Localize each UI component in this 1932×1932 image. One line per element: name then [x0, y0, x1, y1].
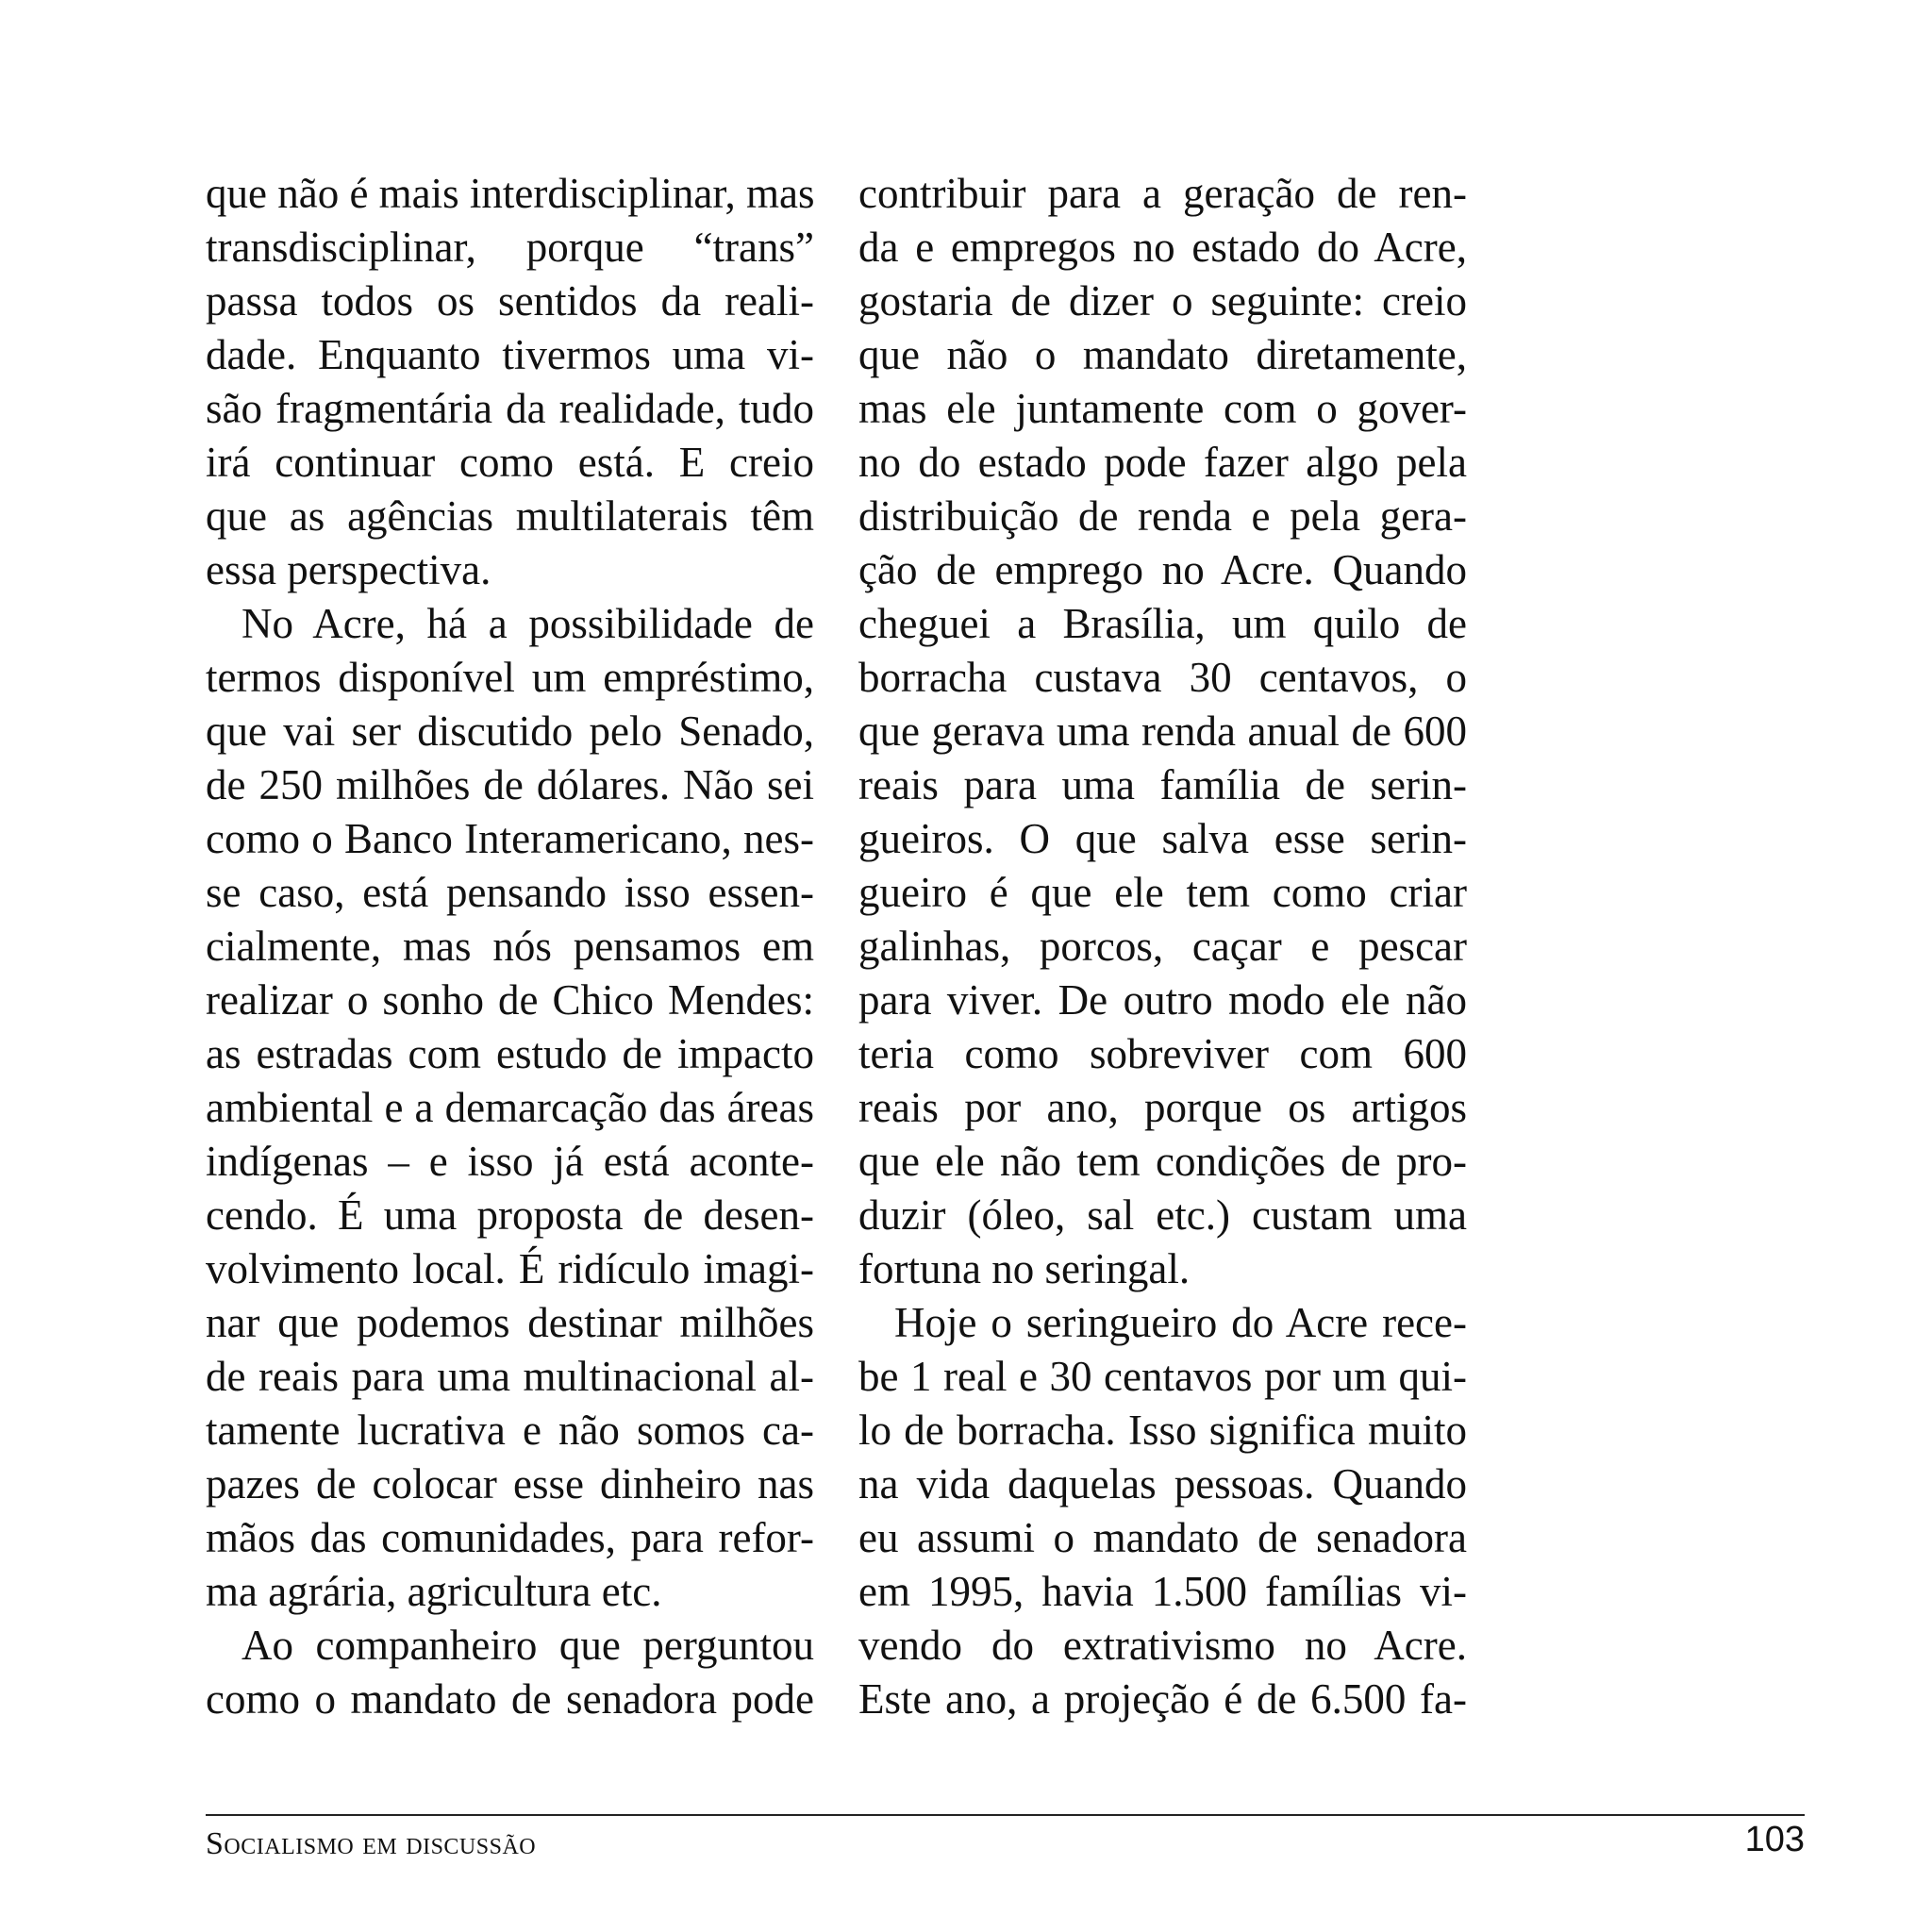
text-line: são fragmentária da realidade, tudo	[206, 385, 814, 432]
footer-rule	[206, 1814, 1805, 1816]
running-footer-title: Socialismo em discussão	[206, 1826, 537, 1861]
text-line: Ao companheiro que perguntou	[242, 1622, 814, 1669]
text-line: nar que podemos destinar milhões	[206, 1299, 814, 1346]
text-line: dade. Enquanto tivermos uma vi-	[206, 331, 814, 378]
text-line: tamente lucrativa e não somos ca-	[206, 1407, 814, 1454]
text-line: ambiental e a demarcação das áreas	[206, 1084, 814, 1131]
text-line: que ele não tem condições de pro-	[858, 1138, 1467, 1185]
text-line: passa todos os sentidos da reali-	[206, 277, 814, 325]
page-number: 103	[1744, 1820, 1805, 1859]
text-line: como o mandato de senadora pode	[206, 1675, 814, 1723]
text-line: da e empregos no estado do Acre,	[858, 224, 1467, 271]
text-line: gostaria de dizer o seguinte: creio	[858, 277, 1467, 325]
text-line: que as agências multilaterais têm	[206, 492, 814, 540]
text-line: transdisciplinar, porque “trans”	[206, 224, 814, 271]
text-line: cendo. É uma proposta de desen-	[206, 1191, 814, 1239]
text-line: pazes de colocar esse dinheiro nas	[206, 1460, 814, 1507]
text-line: que não é mais interdisciplinar, mas	[206, 170, 815, 217]
text-line: gueiro é que ele tem como criar	[858, 869, 1467, 916]
text-line: distribuição de renda e pela gera-	[858, 492, 1467, 540]
text-line: galinhas, porcos, caçar e pescar	[858, 923, 1467, 970]
text-line: na vida daquelas pessoas. Quando	[858, 1460, 1467, 1507]
text-line: reais para uma família de serin-	[858, 761, 1467, 808]
text-line: Hoje o seringueiro do Acre rece-	[894, 1299, 1467, 1346]
text-line: como o Banco Interamericano, nes-	[206, 815, 814, 862]
text-line: eu assumi o mandato de senadora	[858, 1514, 1467, 1561]
text-line: No Acre, há a possibilidade de	[242, 600, 814, 647]
text-line: mas ele juntamente com o gover-	[858, 385, 1467, 432]
right-text-column	[858, 167, 1467, 1726]
text-line: para viver. De outro modo ele não	[858, 976, 1467, 1024]
text-line: indígenas – e isso já está aconte-	[206, 1138, 814, 1185]
text-line: se caso, está pensando isso essen-	[206, 869, 814, 916]
text-line: be 1 real e 30 centavos por um qui-	[858, 1353, 1467, 1400]
text-line: realizar o sonho de Chico Mendes:	[206, 976, 814, 1024]
text-line: Este ano, a projeção é de 6.500 fa-	[858, 1675, 1467, 1723]
text-line: teria como sobreviver com 600	[858, 1030, 1467, 1077]
text-line: volvimento local. É ridículo imagi-	[206, 1245, 814, 1292]
text-line: gueiros. O que salva esse serin-	[858, 815, 1467, 862]
text-line: contribuir para a geração de ren-	[858, 170, 1467, 217]
text-line: que gerava uma renda anual de 600	[858, 708, 1467, 755]
text-line: que não o mandato diretamente,	[858, 331, 1467, 378]
left-text-column	[206, 167, 814, 1726]
text-line: cialmente, mas nós pensamos em	[206, 923, 814, 970]
text-line: fortuna no seringal.	[858, 1245, 1191, 1292]
text-line: borracha custava 30 centavos, o	[858, 654, 1467, 701]
text-line: termos disponível um empréstimo,	[206, 654, 814, 701]
text-line: em 1995, havia 1.500 famílias vi-	[858, 1568, 1467, 1615]
text-line: ma agrária, agricultura etc.	[206, 1568, 662, 1615]
text-line: mãos das comunidades, para refor-	[206, 1514, 814, 1561]
text-line: que vai ser discutido pelo Senado,	[206, 708, 814, 755]
text-line: irá continuar como está. E creio	[206, 439, 814, 486]
text-line: duzir (óleo, sal etc.) custam uma	[858, 1191, 1467, 1239]
text-line: lo de borracha. Isso significa muito	[858, 1407, 1467, 1454]
text-line: de reais para uma multinacional al-	[206, 1353, 814, 1400]
text-line: reais por ano, porque os artigos	[858, 1084, 1467, 1131]
text-line: essa perspectiva.	[206, 546, 491, 593]
text-line: as estradas com estudo de impacto	[206, 1030, 814, 1077]
text-line: no do estado pode fazer algo pela	[858, 439, 1467, 486]
text-line: ção de emprego no Acre. Quando	[858, 546, 1467, 593]
text-line: cheguei a Brasília, um quilo de	[858, 600, 1467, 647]
text-line: de 250 milhões de dólares. Não sei	[206, 761, 814, 808]
text-line: vendo do extrativismo no Acre.	[858, 1622, 1467, 1669]
